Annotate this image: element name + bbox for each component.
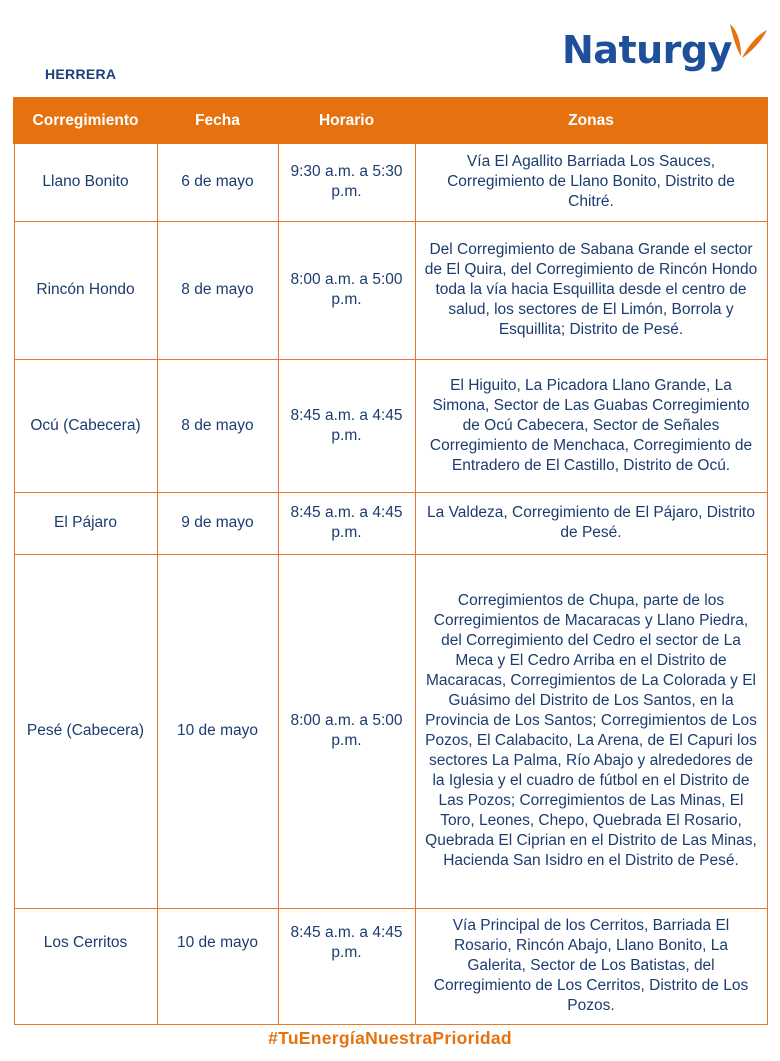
cell-horario: 8:00 a.m. a 5:00 p.m. [278,221,415,359]
table-row [14,492,767,554]
cell-corregimiento: Los Cerritos [14,908,157,1024]
cell-horario: 9:30 a.m. a 5:30 p.m. [278,143,415,221]
cell-fecha: 10 de mayo [157,554,278,908]
cell-zonas: Vía Principal de los Cerritos, Barriada El Rosario, Rincón Abajo, Llano Bonito, La Galerita, Sector de Los Batistas, del Corregimiento de Los Cerritos, Distrito de Los Pozos. [415,908,767,1024]
cell-fecha: 8 de mayo [157,359,278,492]
cell-fecha: 8 de mayo [157,221,278,359]
footer-hashtag: #TuEnergíaNuestraPrioridad [268,1028,512,1048]
region-title: HERRERA [45,66,117,82]
table-row [14,554,767,908]
cell-zonas: La Valdeza, Corregimiento de El Pájaro, Distrito de Pesé. [415,492,767,554]
cell-fecha: 9 de mayo [157,492,278,554]
cell-zonas: Corregimientos de Chupa, parte de los Corregimientos de Macaracas y Llano Piedra, del Corregimiento del Cedro el sector de La Meca y El Cedro Arriba en el Distrito de Macaracas, Corregimientos de La Colorada y El Guásimo del Distrito de Los Santos, en la Provincia de Los Santos; Corregimientos de Los Pozos, El Calabacito, La Arena, de El Capuri los sectores La Palma, Río Abajo y alrededores de la Iglesia y el cuadro de fútbol en el Distrito de Las Pozos; Corregimientos de Las Minas, El Toro, Leones, Chepo, Quebrada El Rosario, Quebrada El Ciprian en el Distrito de Las Minas, Hacienda San Isidro en el Distrito de Pesé. [415,554,767,908]
cell-zonas: Vía El Agallito Barriada Los Sauces, Corregimiento de Llano Bonito, Distrito de Chitré. [415,143,767,221]
header-horario: Horario [278,98,415,143]
logo-wordmark: Naturgy [562,28,732,72]
cell-zonas: El Higuito, La Picadora Llano Grande, La Simona, Sector de Las Guabas Corregimiento de Ocú Cabecera, Sector de Señales Corregimiento de Menchaca, Corregimiento de Entradero de El Castillo, Distrito de Ocú. [415,359,767,492]
cell-corregimiento: Llano Bonito [14,143,157,221]
cell-horario: 8:45 a.m. a 4:45 p.m. [278,492,415,554]
table-row [14,908,767,1024]
cell-horario: 8:45 a.m. a 4:45 p.m. [278,908,415,1024]
outage-schedule-table [13,97,768,1025]
cell-corregimiento: Ocú (Cabecera) [14,359,157,492]
cell-horario: 8:45 a.m. a 4:45 p.m. [278,359,415,492]
cell-fecha: 6 de mayo [157,143,278,221]
header-zonas: Zonas [415,98,767,143]
table-row [14,359,767,492]
header-fecha: Fecha [157,98,278,143]
table-row [14,143,767,221]
cell-fecha: 10 de mayo [157,908,278,1024]
naturgy-logo [562,22,772,82]
cell-zonas: Del Corregimiento de Sabana Grande el sector de El Quira, del Corregimiento de Rincón Hondo toda la vía hacia Esquillita desde el centro de salud, los sectores de El Limón, Borrola y Esquillita; Distrito de Pesé. [415,221,767,359]
header-corregimiento: Corregimiento [14,98,157,143]
table-header-row [14,98,767,143]
table-row [14,221,767,359]
cell-corregimiento: Rincón Hondo [14,221,157,359]
cell-horario: 8:00 a.m. a 5:00 p.m. [278,554,415,908]
cell-corregimiento: El Pájaro [14,492,157,554]
cell-corregimiento: Pesé (Cabecera) [14,554,157,908]
butterfly-icon [727,22,769,62]
